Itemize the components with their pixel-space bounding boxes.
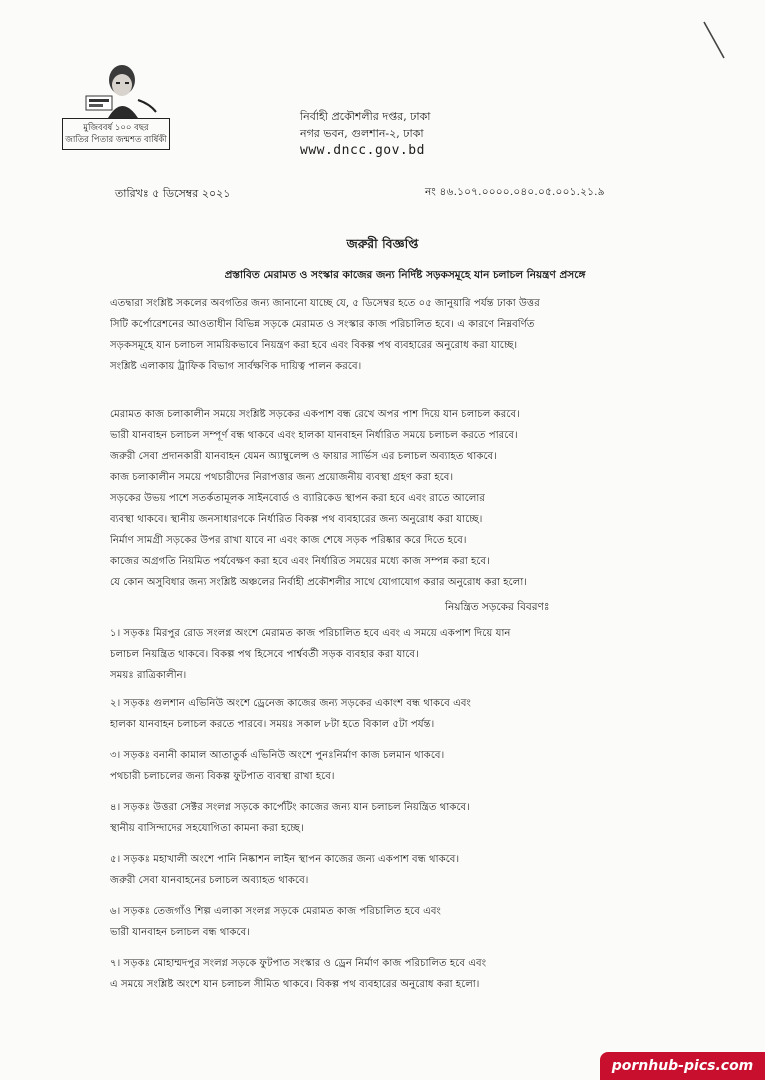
text-line: স্থানীয় বাসিন্দাদের সহযোগিতা কামনা করা হচ্ছে। <box>110 823 304 834</box>
text-line: নির্মাণ সামগ্রী সড়কের উপর রাখা যাবে না এবং কাজ শেষে সড়ক পরিষ্কার করে দিতে হবে। <box>110 535 467 546</box>
text-line: ব্যবস্থা থাকবে। স্থানীয় জনসাধারণকে নির্ধারিত বিকল্প পথ ব্যবহারের জন্য অনুরোধ করা যাচ্ছে। <box>110 514 483 525</box>
text-line: সময়ঃ রাত্রিকালীন। <box>110 670 187 681</box>
text-line: জরুরী সেবা যানবাহনের চলাচল অব্যাহত থাকবে। <box>110 875 309 886</box>
text-line: যে কোন অসুবিধার জন্য সংশ্লিষ্ট অঞ্চলের নির্বাহী প্রকৌশলীর সাথে যোগাযোগ করার অনুরোধ করা হলো। <box>110 577 527 588</box>
logo-emblem <box>80 60 160 118</box>
text-line: সংশ্লিষ্ট এলাকায় ট্রাফিক বিভাগ সার্বক্ষণিক দায়িত্ব পালন করবে। <box>110 361 362 372</box>
text-line: কাজের অগ্রগতি নিয়মিত পর্যবেক্ষণ করা হবে এবং নির্ধারিত সময়ের মধ্যে কাজ সম্পন্ন করা হবে। <box>110 556 490 567</box>
text-line: এতদ্বারা সংশ্লিষ্ট সকলের অবগতির জন্য জানানো যাচ্ছে যে, ৫ ডিসেম্বর হতে ০৫ জানুয়ারি পর্যন্ত ঢাকা উত্তর <box>110 298 540 309</box>
document-title: জরুরী বিজ্ঞপ্তি <box>346 236 419 251</box>
section-subheading: নিয়ন্ত্রিত সড়কের বিবরণঃ <box>445 601 550 613</box>
logo-caption-box <box>62 118 170 150</box>
logo-caption-line2: জাতির পিতার জন্মশত বার্ষিকী <box>65 135 167 145</box>
text-line: জরুরী সেবা প্রদানকারী যানবাহন যেমন অ্যাম্বুলেন্স ও ফায়ার সার্ভিস এর চলাচল অব্যাহত থাকবে। <box>110 451 497 462</box>
logo-caption-line1: মুজিববর্ষ ১০০ বছর <box>83 123 149 133</box>
text-line: ২। সড়কঃ গুলশান এভিনিউ অংশে ড্রেনেজ কাজের জন্য সড়কের একাংশ বন্ধ থাকবে এবং <box>110 698 471 709</box>
office-website: www.dncc.gov.bd <box>300 143 425 158</box>
pen-mark <box>700 18 728 62</box>
text-line: ৬। সড়কঃ তেজগাঁও শিল্প এলাকা সংলগ্ন সড়কে মেরামত কাজ পরিচালিত হবে এবং <box>110 906 441 917</box>
text-line: হালকা যানবাহন চলাচল করতে পারবে। সময়ঃ সকাল ৮টা হতে বিকাল ৫টা পর্যন্ত। <box>110 719 435 730</box>
text-line: মেরামত কাজ চলাকালীন সময়ে সংশ্লিষ্ট সড়কের একপাশ বন্ধ রেখে অপর পাশ দিয়ে যান চলাচল করবে। <box>110 409 520 420</box>
office-line1: নির্বাহী প্রকৌশলীর দপ্তর, ঢাকা <box>300 110 431 123</box>
list-item <box>110 623 690 686</box>
text-line: ভারী যানবাহন চলাচল বন্ধ থাকবে। <box>110 927 250 938</box>
text-line: ১। সড়কঃ মিরপুর রোড সংলগ্ন অংশে মেরামত কাজ পরিচালিত হবে এবং এ সময়ে একপাশ দিয়ে যান <box>110 628 511 639</box>
text-line: চলাচল নিয়ন্ত্রিত থাকবে। বিকল্প পথ হিসেবে পার্শ্ববর্তী সড়ক ব্যবহার করা যাবে। <box>110 649 419 660</box>
paragraph-details <box>110 404 690 593</box>
paragraph-intro <box>110 293 690 377</box>
text-line: ৭। সড়কঃ মোহাম্মদপুর সংলগ্ন সড়কে ফুটপাত সংস্কার ও ড্রেন নির্মাণ কাজ পরিচালিত হবে এবং <box>110 958 487 969</box>
document-subject: প্রস্তাবিত মেরামত ও সংস্কার কাজের জন্য নির্দিষ্ট সড়কসমূহে যান চলাচল নিয়ন্ত্রণ প্রসঙ্গে <box>224 269 586 281</box>
text-line: সড়কের উভয় পাশে সতর্কতামূলক সাইনবোর্ড ও ব্যারিকেড স্থাপন করা হবে এবং রাতে আলোর <box>110 493 485 504</box>
office-line2: নগর ভবন, গুলশান-২, ঢাকা <box>300 127 424 140</box>
text-line: পথচারী চলাচলের জন্য বিকল্প ফুটপাত ব্যবস্থা রাখা হবে। <box>110 771 335 782</box>
text-line: এ সময়ে সংশ্লিষ্ট অংশে যান চলাচল সীমিত থাকবে। বিকল্প পথ ব্যবহারের অনুরোধ করা হলো। <box>110 979 480 990</box>
list-item <box>110 693 690 735</box>
text-line: ভারী যানবাহন চলাচল সম্পূর্ণ বন্ধ থাকবে এবং হালকা যানবাহন নির্ধারিত সময়ে চলাচল করতে পারবে। <box>110 430 518 441</box>
text-line: সড়কসমূহে যান চলাচল সাময়িকভাবে নিয়ন্ত্রণ করা হবে এবং বিকল্প পথ ব্যবহারের অনুরোধ করা যাচ্ছে। <box>110 340 518 351</box>
reference-number: নং ৪৬.১০৭.০০০০.০৪০.০৫.০০১.২১.৯ <box>425 186 605 198</box>
list-item <box>110 953 690 995</box>
text-line: ৪। সড়কঃ উত্তরা সেক্টর সংলগ্ন সড়কে কার্পেটিং কাজের জন্য যান চলাচল নিয়ন্ত্রিত থাকবে। <box>110 802 470 813</box>
list-item <box>110 745 690 787</box>
text-line: সিটি কর্পোরেশনের আওতাধীন বিভিন্ন সড়কে মেরামত ও সংস্কার কাজ পরিচালিত হবে। এ কারণে নিম্নবর্ণিত <box>110 319 535 330</box>
watermark-banner: pornhub-pics.com <box>600 1052 765 1080</box>
list-item <box>110 901 690 943</box>
list-item <box>110 797 690 839</box>
list-item <box>110 849 690 891</box>
document-date: তারিখঃ ৫ ডিসেম্বর ২০২১ <box>115 187 231 200</box>
office-address <box>300 108 520 159</box>
text-line: ৩। সড়কঃ বনানী কামাল আতাতুর্ক এভিনিউ অংশে পুনঃনির্মাণ কাজ চলমান থাকবে। <box>110 750 445 761</box>
text-line: ৫। সড়কঃ মহাখালী অংশে পানি নিষ্কাশন লাইন স্থাপন কাজের জন্য একপাশ বন্ধ থাকবে। <box>110 854 460 865</box>
text-line: কাজ চলাকালীন সময়ে পথচারীদের নিরাপত্তার জন্য প্রয়োজনীয় ব্যবস্থা গ্রহণ করা হবে। <box>110 472 454 483</box>
